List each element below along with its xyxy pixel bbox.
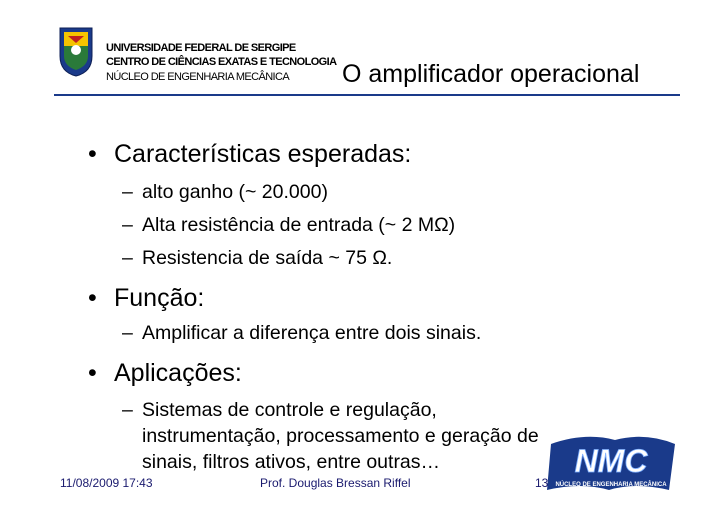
institution-center: CENTRO DE CIÊNCIAS EXATAS E TECNOLOGIA (106, 56, 337, 68)
footer-author: Prof. Douglas Bressan Riffel (260, 476, 411, 490)
subbullet-text: Resistencia de saída ~ 75 Ω. (142, 247, 393, 269)
nmc-logo-subtext: NÚCLEO DE ENGENHARIA MECÂNICA (555, 482, 667, 488)
nmc-logo (545, 434, 679, 496)
bullet-characteristics (88, 140, 411, 169)
subbullet-continuation: sinais, filtros ativos, entre outras… (142, 451, 441, 473)
dash-icon: – (122, 322, 133, 344)
slide-title: O amplificador operacional (342, 60, 640, 88)
footer-date: 11/08/2009 17:43 (60, 476, 153, 490)
subbullet-gain (122, 179, 328, 205)
subbullet-text: Amplificar a diferença entre dois sinais. (142, 322, 482, 344)
subbullet-applications (122, 397, 539, 475)
dash-icon: – (122, 399, 133, 421)
subbullet-continuation: instrumentação, processamento e geração de (142, 425, 539, 447)
bullet-applications (88, 359, 242, 388)
subbullet-text: Alta resistência de entrada (~ 2 MΩ) (142, 214, 456, 236)
dash-icon: – (122, 247, 133, 269)
bullet-dot-icon: • (88, 359, 97, 387)
subbullet-output-resistance (122, 245, 392, 271)
bullet-heading: Função: (114, 284, 205, 312)
subbullet-text: Sistemas de controle e regulação, (142, 399, 437, 421)
dash-icon: – (122, 214, 133, 236)
bullet-function (88, 284, 204, 313)
subbullet-input-resistance (122, 212, 455, 238)
subbullet-text: alto ganho (~ 20.000) (142, 181, 328, 203)
dash-icon: – (122, 181, 133, 203)
bullet-dot-icon: • (88, 140, 97, 168)
footer-page-number: 13 (535, 476, 549, 490)
university-crest-logo (58, 26, 94, 78)
subbullet-amplify (122, 320, 481, 346)
institution-name: UNIVERSIDADE FEDERAL DE SERGIPE (106, 42, 296, 54)
institution-nucleus: NÚCLEO DE ENGENHARIA MECÂNICA (106, 71, 290, 83)
bullet-dot-icon: • (88, 284, 97, 312)
nmc-logo-text: NMC (574, 443, 648, 479)
title-divider (54, 94, 680, 96)
bullet-heading: Características esperadas: (114, 140, 412, 168)
bullet-heading: Aplicações: (114, 359, 242, 387)
